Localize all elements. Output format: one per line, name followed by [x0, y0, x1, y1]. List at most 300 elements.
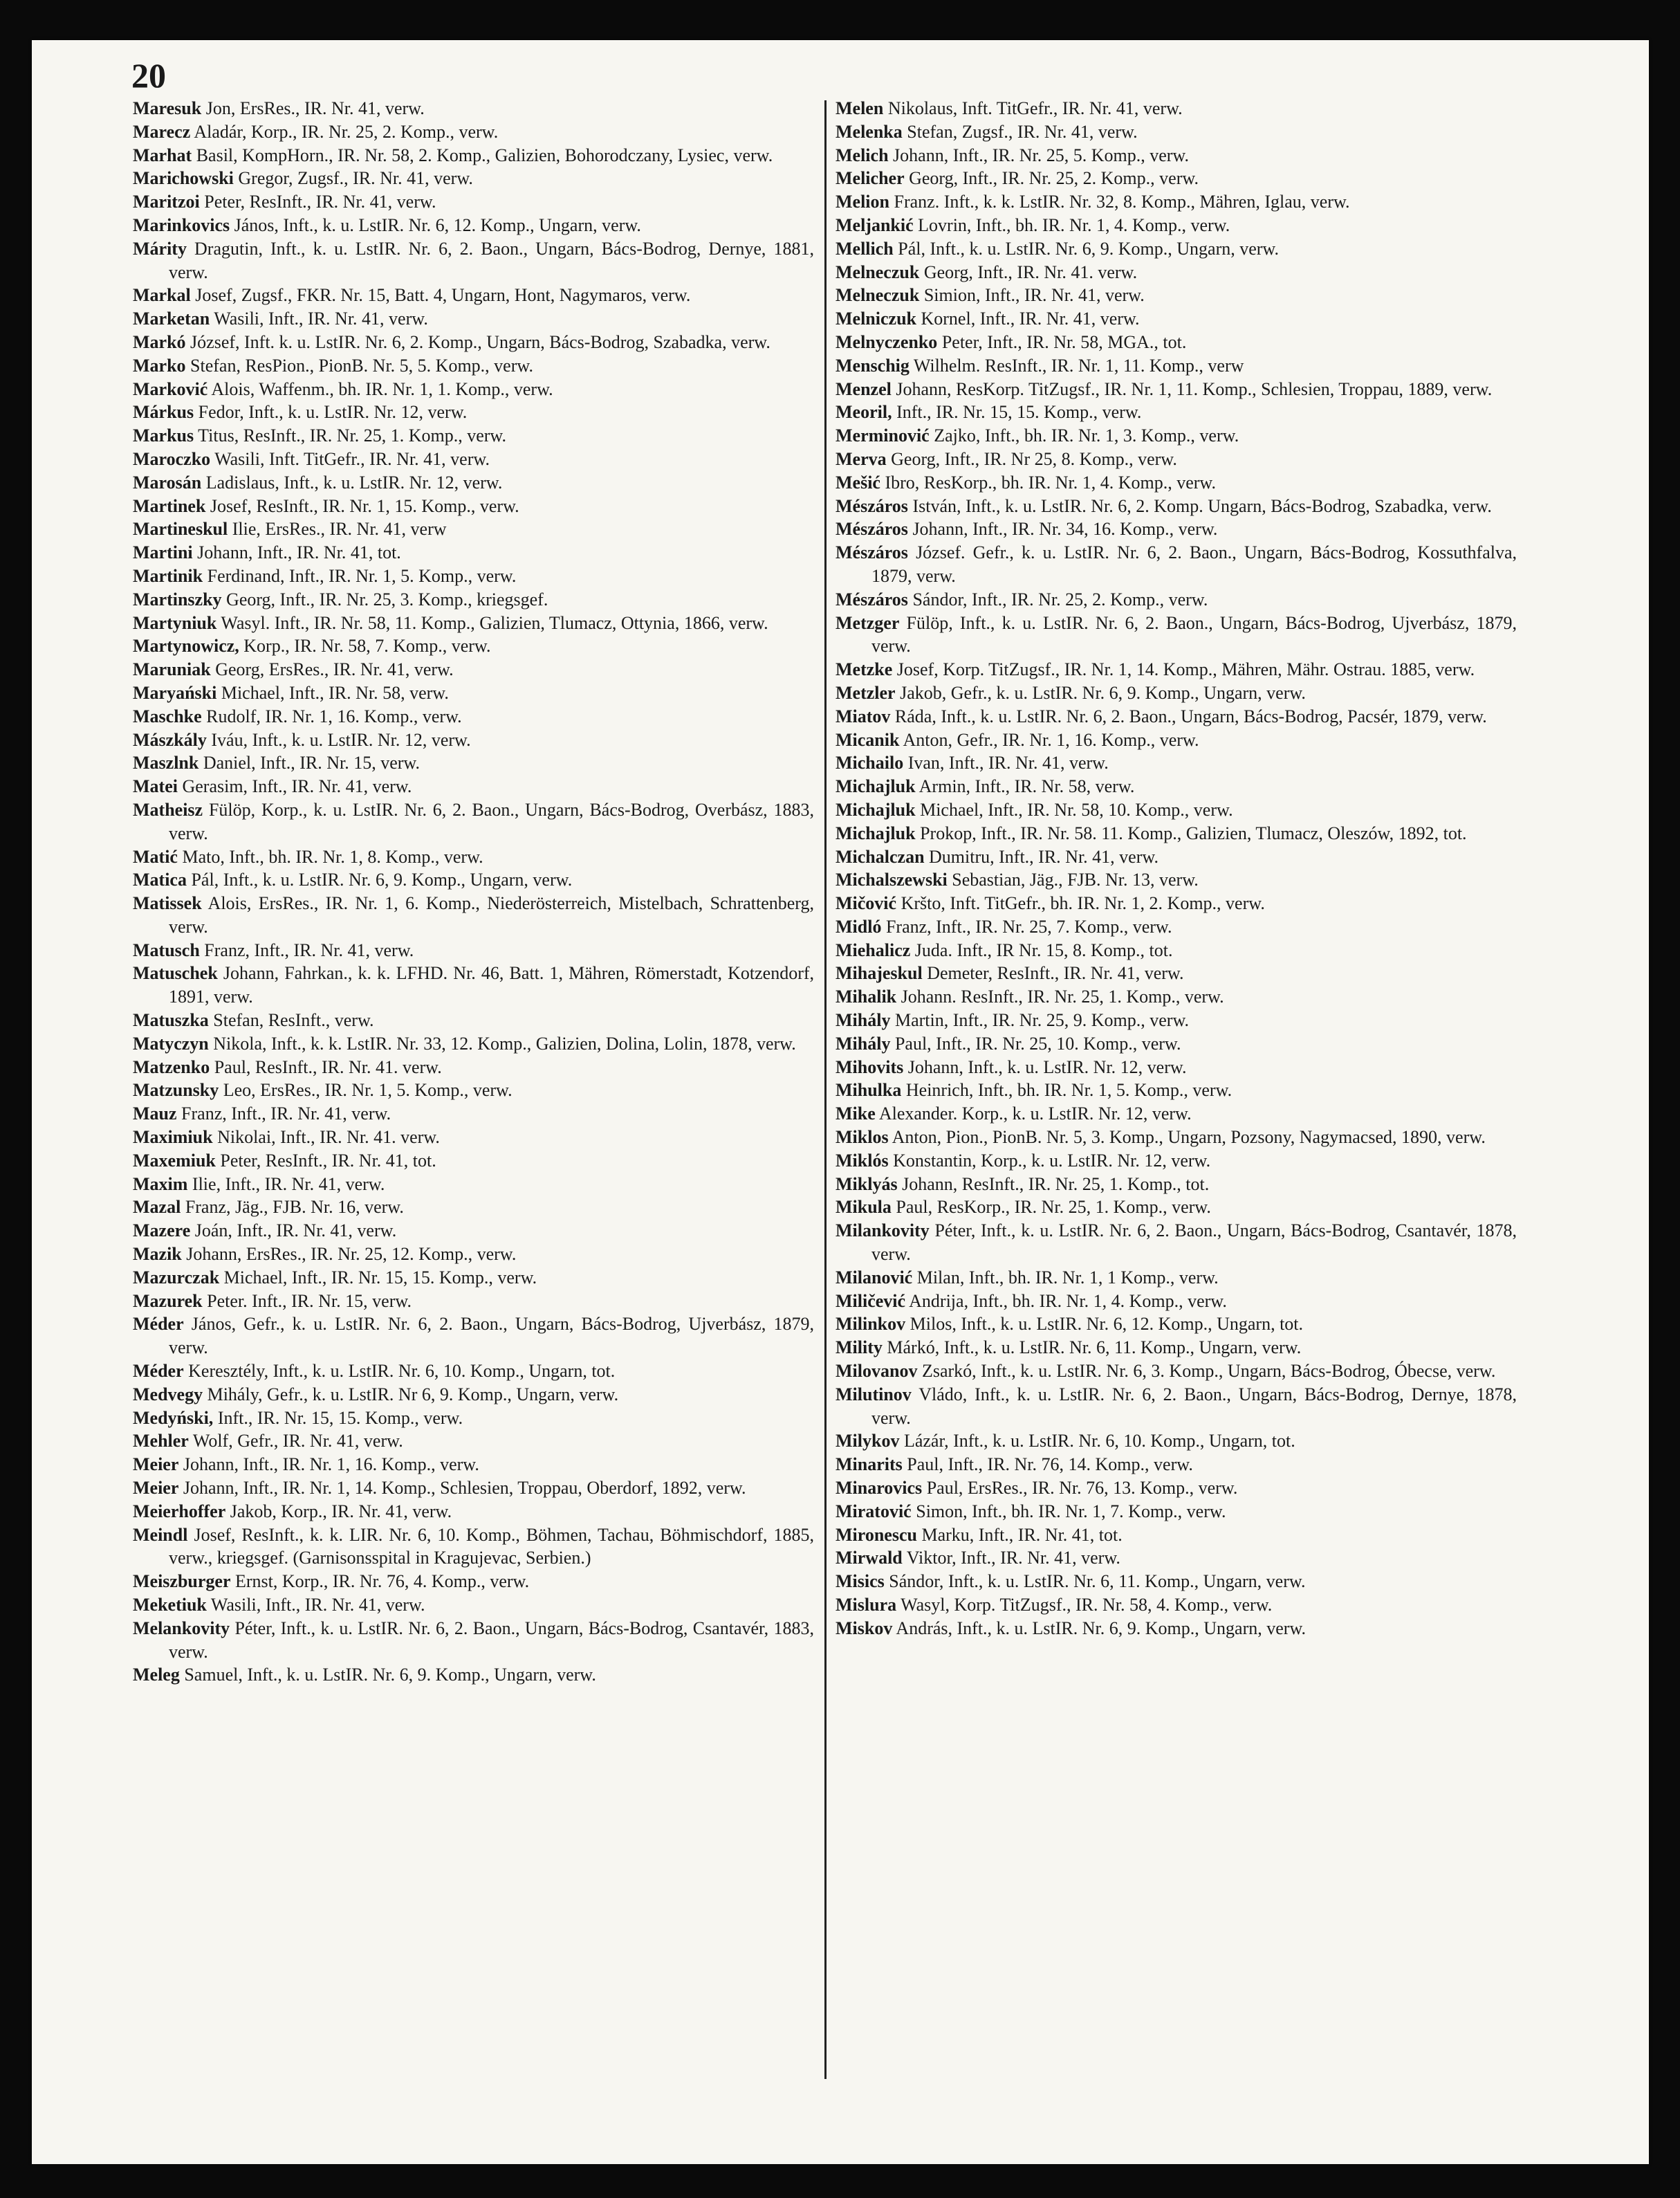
entry-details: Joán, Inft., IR. Nr. 41, verw.: [194, 1220, 397, 1241]
entry-details: Demeter, ResInft., IR. Nr. 41, verw.: [927, 963, 1184, 984]
list-item: [836, 1546, 1517, 1570]
list-item: [133, 1593, 814, 1617]
entry-surname: Metzke: [836, 659, 893, 680]
entry-surname: Mészáros: [836, 495, 908, 516]
entry-surname: Mazurczak: [133, 1267, 220, 1288]
list-item: [836, 1617, 1517, 1640]
list-item: [836, 1429, 1517, 1453]
entry-details: János, Inft., k. u. LstIR. Nr. 6, 12. Komp., Ungarn, verw.: [234, 214, 641, 235]
entry-surname: Maximiuk: [133, 1127, 213, 1148]
list-item: [836, 892, 1517, 915]
entry-surname: Meljankić: [836, 214, 914, 235]
list-item: [836, 798, 1517, 822]
entry-surname: Miklos: [836, 1127, 889, 1148]
entry-surname: Mauz: [133, 1103, 177, 1124]
list-item: [133, 798, 814, 845]
list-item: [133, 97, 814, 120]
entry-details: Daniel, Inft., IR. Nr. 15, verw.: [203, 753, 420, 773]
entry-surname: Martineskul: [133, 519, 228, 540]
entry-details: Wasili, Inft. TitGefr., IR. Nr. 41, verw.: [214, 448, 490, 469]
list-item: [836, 495, 1517, 518]
entry-details: Ferdinand, Inft., IR. Nr. 1, 5. Komp., verw.: [207, 565, 517, 586]
list-item: [836, 1476, 1517, 1500]
list-item: [133, 1056, 814, 1079]
entry-details: Ivan, Inft., IR. Nr. 41, verw.: [907, 753, 1109, 773]
entry-details: Peter, Inft., IR. Nr. 58, MGA., tot.: [941, 331, 1187, 352]
list-item: [133, 1079, 814, 1102]
list-item: [133, 634, 814, 658]
entry-details: Iváu, Inft., k. u. LstIR. Nr. 12, verw.: [211, 729, 471, 750]
entry-surname: Michajluk: [836, 776, 916, 797]
list-item: [133, 775, 814, 798]
entry-details: Juda. Inft., IR Nr. 15, 8. Komp., tot.: [914, 940, 1173, 960]
entry-surname: Martini: [133, 542, 193, 563]
list-item: [836, 144, 1517, 167]
list-item: [133, 1523, 814, 1570]
entry-surname: Michalczan: [836, 846, 925, 867]
entry-details: Michael, Inft., IR. Nr. 15, 15. Komp., verw.: [223, 1267, 537, 1288]
entry-details: Johann, Inft., IR. Nr. 25, 5. Komp., verw.: [893, 145, 1190, 165]
entry-surname: Merminović: [836, 425, 930, 446]
list-item: [836, 331, 1517, 354]
list-item: [133, 939, 814, 962]
entry-surname: Meierhoffer: [133, 1501, 226, 1521]
entry-surname: Milutinov: [836, 1384, 912, 1404]
list-item: [836, 1523, 1517, 1547]
list-item: [133, 307, 814, 331]
entry-surname: Mility: [836, 1337, 883, 1358]
entry-surname: Michajluk: [836, 799, 916, 820]
entry-details: Leo, ErsRes., IR. Nr. 1, 5. Komp., verw.: [223, 1080, 513, 1101]
entry-surname: Mešić: [836, 472, 880, 493]
entry-details: Viktor, Inft., IR. Nr. 41, verw.: [906, 1548, 1120, 1568]
entry-details: Michael, Inft., IR. Nr. 58, 10. Komp., verw.: [920, 799, 1233, 820]
left-column: [133, 97, 814, 1687]
list-item: [836, 541, 1517, 588]
list-item: [836, 1359, 1517, 1383]
entry-surname: Matzunsky: [133, 1080, 219, 1101]
entry-details: Georg, Inft., IR. Nr. 25, 3. Komp., kriegsgef.: [226, 589, 548, 610]
entry-details: Ilie, Inft., IR. Nr. 41, verw.: [192, 1173, 385, 1194]
entry-details: Josef, Zugsf., FKR. Nr. 15, Batt. 4, Ungarn, Hont, Nagymaros, verw.: [195, 285, 691, 306]
entry-surname: Mike: [836, 1103, 876, 1124]
entry-surname: Michalszewski: [836, 870, 948, 890]
list-item: [133, 1266, 814, 1290]
entry-details: Konstantin, Korp., k. u. LstIR. Nr. 12, verw.: [893, 1150, 1211, 1171]
entry-details: Gregor, Zugsf., IR. Nr. 41, verw.: [238, 168, 473, 189]
entry-surname: Mikula: [836, 1197, 892, 1218]
list-item: [133, 1407, 814, 1430]
entry-surname: Meketiuk: [133, 1595, 207, 1615]
entry-surname: Michajluk: [836, 823, 916, 843]
list-item: [836, 1266, 1517, 1290]
list-item: [133, 565, 814, 588]
entry-details: Johann, ResKorp. TitZugsf., IR. Nr. 1, 11. Komp., Schlesien, Troppau, 1889, verw.: [896, 378, 1493, 399]
right-column: [836, 97, 1517, 1640]
entry-surname: Medvegy: [133, 1384, 203, 1404]
entry-details: Johann, ResInft., IR. Nr. 25, 1. Komp., tot.: [902, 1173, 1210, 1194]
entry-details: Lovrin, Inft., bh. IR. Nr. 1, 4. Komp., verw.: [918, 214, 1230, 235]
list-item: [133, 845, 814, 869]
entry-surname: Martinek: [133, 495, 206, 516]
entry-details: Basil, KompHorn., IR. Nr. 58, 2. Komp., Galizien, Bohorodczany, Lysiec, verw.: [196, 145, 773, 165]
entry-surname: Martyniuk: [133, 612, 217, 633]
entry-details: Alexander. Korp., k. u. LstIR. Nr. 12, verw.: [878, 1103, 1192, 1124]
entry-surname: Minarits: [836, 1454, 903, 1475]
list-item: [836, 1009, 1517, 1032]
entry-surname: Markal: [133, 285, 191, 306]
entry-details: Franz, Inft., IR. Nr. 41, verw.: [181, 1103, 391, 1124]
list-item: [133, 1570, 814, 1593]
entry-surname: Marichowski: [133, 168, 234, 189]
list-item: [836, 378, 1517, 401]
entry-details: Ilie, ErsRes., IR. Nr. 41, verw: [232, 519, 447, 540]
entry-surname: Micanik: [836, 729, 900, 750]
entry-surname: Menschig: [836, 355, 910, 376]
entry-surname: Medyński,: [133, 1407, 214, 1428]
list-item: [133, 495, 814, 518]
entry-surname: Miličević: [836, 1290, 906, 1311]
list-item: [133, 1219, 814, 1243]
list-item: [133, 1429, 814, 1453]
list-item: [836, 775, 1517, 798]
entry-details: Georg, ErsRes., IR. Nr. 41, verw.: [215, 659, 454, 680]
entry-details: Georg, Inft., IR. Nr. 25, 2. Komp., verw.: [909, 168, 1199, 189]
entry-details: Samuel, Inft., k. u. LstIR. Nr. 6, 9. Komp., Ungarn, verw.: [184, 1665, 596, 1685]
entry-details: Keresztély, Inft., k. u. LstIR. Nr. 6, 10. Komp., Ungarn, tot.: [188, 1361, 616, 1382]
list-item: [836, 822, 1517, 845]
entry-surname: Meier: [133, 1454, 179, 1475]
entry-details: Titus, ResInft., IR. Nr. 25, 1. Komp., verw.: [198, 425, 507, 446]
entry-details: Jakob, Korp., IR. Nr. 41, verw.: [230, 1501, 452, 1521]
entry-details: Mihály, Gefr., k. u. LstIR. Nr 6, 9. Komp., Ungarn, verw.: [207, 1384, 619, 1404]
list-item: [836, 354, 1517, 378]
entry-details: Wilhelm. ResInft., IR. Nr. 1, 11. Komp., verw: [913, 355, 1244, 376]
entry-details: Franz, Inft., IR. Nr. 25, 7. Komp., verw.: [885, 916, 1172, 937]
entry-details: Wasyl, Korp. TitZugsf., IR. Nr. 58, 4. Komp., verw.: [901, 1595, 1273, 1615]
entry-details: Johann, Inft., IR. Nr. 41, tot.: [197, 542, 401, 563]
entry-surname: Martinszky: [133, 589, 222, 610]
list-item: [133, 1312, 814, 1359]
entry-surname: Mazik: [133, 1244, 182, 1265]
list-item: [836, 1173, 1517, 1196]
entry-details: Wasili, Inft., IR. Nr. 41, verw.: [210, 1595, 425, 1615]
entry-details: Sebastian, Jäg., FJB. Nr. 13, verw.: [952, 870, 1199, 890]
entry-details: Peter. Inft., IR. Nr. 15, verw.: [207, 1290, 412, 1311]
entry-details: Andrija, Inft., bh. IR. Nr. 1, 4. Komp., verw.: [909, 1290, 1227, 1311]
entry-details: Paul, Inft., IR. Nr. 25, 10. Komp., verw.: [894, 1033, 1181, 1054]
list-item: [133, 1173, 814, 1196]
entry-details: Franz, Jäg., FJB. Nr. 16, verw.: [185, 1197, 404, 1218]
entry-details: Georg, Inft., IR. Nr. 41. verw.: [923, 262, 1138, 282]
entry-details: Ernst, Korp., IR. Nr. 76, 4. Komp., verw.: [235, 1571, 530, 1592]
entry-details: Wolf, Gefr., IR. Nr. 41, verw.: [192, 1431, 403, 1451]
entry-surname: Michailo: [836, 753, 904, 773]
entry-surname: Marko: [133, 355, 186, 376]
list-item: [133, 705, 814, 729]
entry-details: Stefan, Zugsf., IR. Nr. 41, verw.: [907, 121, 1138, 142]
entry-surname: Meleg: [133, 1665, 180, 1685]
entry-surname: Maszlnk: [133, 753, 199, 773]
entry-surname: Matić: [133, 846, 178, 867]
entry-surname: Mazal: [133, 1197, 181, 1218]
entry-surname: Markus: [133, 425, 194, 446]
list-item: [836, 120, 1517, 144]
entry-surname: Maruniak: [133, 659, 211, 680]
page-number: 20: [131, 56, 166, 95]
entry-surname: Matyczyn: [133, 1033, 209, 1054]
entry-surname: Milovanov: [836, 1361, 918, 1382]
list-item: [836, 190, 1517, 214]
entry-surname: Marecz: [133, 121, 191, 142]
entry-details: Paul, ResInft., IR. Nr. 41. verw.: [214, 1056, 442, 1077]
entry-surname: Melneczuk: [836, 262, 920, 282]
entry-details: Lázár, Inft., k. u. LstIR. Nr. 6, 10. Komp., Ungarn, tot.: [903, 1431, 1295, 1451]
list-item: [836, 612, 1517, 659]
entry-details: Zajko, Inft., bh. IR. Nr. 1, 3. Komp., verw.: [934, 425, 1239, 446]
list-item: [836, 681, 1517, 705]
entry-details: Pál, Inft., k. u. LstIR. Nr. 6, 9. Komp., Ungarn, verw.: [191, 870, 573, 890]
entry-surname: Matzenko: [133, 1056, 210, 1077]
list-item: [836, 1383, 1517, 1430]
entry-surname: Meiszburger: [133, 1571, 231, 1592]
entry-surname: Melicher: [836, 168, 905, 189]
list-item: [133, 1032, 814, 1056]
entry-surname: Miatov: [836, 706, 891, 726]
entry-details: Simon, Inft., bh. IR. Nr. 1, 7. Komp., verw.: [916, 1501, 1226, 1521]
list-item: [133, 284, 814, 307]
entry-details: Péter, Inft., k. u. LstIR. Nr. 6, 2. Baon., Ungarn, Bács-Bodrog, Csantavér, 1878, verw.: [871, 1220, 1517, 1265]
list-item: [133, 1009, 814, 1032]
entry-surname: Marhat: [133, 145, 192, 165]
entry-details: Gerasim, Inft., IR. Nr. 41, verw.: [182, 776, 412, 797]
entry-details: Johann, Inft., IR. Nr. 1, 16. Komp., verw.: [183, 1454, 479, 1475]
list-item: [133, 214, 814, 237]
list-item: [836, 1453, 1517, 1476]
entry-surname: Misics: [836, 1571, 885, 1592]
entry-surname: Méder: [133, 1361, 184, 1382]
entry-surname: Maxim: [133, 1173, 188, 1194]
entry-surname: Mehler: [133, 1431, 189, 1451]
entry-surname: Mazurek: [133, 1290, 203, 1311]
entry-surname: Milanović: [836, 1267, 913, 1288]
list-item: [836, 1570, 1517, 1593]
list-item: [133, 1290, 814, 1313]
entry-surname: Marinkovics: [133, 214, 230, 235]
entry-surname: Matuschek: [133, 963, 218, 984]
entry-details: András, Inft., k. u. LstIR. Nr. 6, 9. Komp., Ungarn, verw.: [896, 1618, 1307, 1638]
list-item: [836, 868, 1517, 892]
list-item: [133, 378, 814, 401]
entry-details: Johann, Inft., IR. Nr. 1, 14. Komp., Schlesien, Troppau, Oberdorf, 1892, verw.: [183, 1478, 746, 1499]
entry-surname: Melnyczenko: [836, 331, 938, 352]
entry-surname: Milankovity: [836, 1220, 930, 1241]
list-item: [836, 448, 1517, 471]
entry-surname: Miskov: [836, 1618, 893, 1638]
entry-surname: Márkus: [133, 402, 194, 423]
entry-surname: Mihulka: [836, 1080, 902, 1101]
entry-details: Milos, Inft., k. u. LstIR. Nr. 6, 12. Komp., Ungarn, tot.: [910, 1314, 1304, 1335]
entry-surname: Maresuk: [133, 98, 202, 118]
entry-details: Martin, Inft., IR. Nr. 25, 9. Komp., verw.: [894, 1010, 1190, 1031]
list-item: [133, 962, 814, 1009]
entry-surname: Miklyás: [836, 1173, 898, 1194]
entry-details: Fedor, Inft., k. u. LstIR. Nr. 12, verw.: [198, 402, 468, 423]
list-item: [133, 237, 814, 284]
list-item: [836, 1126, 1517, 1149]
list-item: [133, 1149, 814, 1173]
entry-details: Johann, ErsRes., IR. Nr. 25, 12. Komp., verw.: [186, 1244, 517, 1265]
list-item: [133, 681, 814, 705]
entry-details: Michael, Inft., IR. Nr. 58, verw.: [221, 682, 449, 703]
entry-surname: Mihály: [836, 1033, 891, 1054]
list-item: [836, 1079, 1517, 1102]
entry-details: Jakob, Gefr., k. u. LstIR. Nr. 6, 9. Komp., Ungarn, verw.: [900, 682, 1306, 703]
entry-surname: Melion: [836, 192, 889, 212]
list-item: [836, 214, 1517, 237]
entry-surname: Melneczuk: [836, 285, 920, 306]
entry-surname: Mészáros: [836, 542, 908, 563]
list-item: [836, 1196, 1517, 1219]
entry-surname: Melniczuk: [836, 309, 916, 329]
list-item: [836, 1290, 1517, 1313]
entry-surname: Mironescu: [836, 1524, 917, 1545]
entry-details: Peter, ResInft., IR. Nr. 41, tot.: [220, 1150, 436, 1171]
list-item: [133, 1663, 814, 1687]
entry-surname: Menzel: [836, 378, 892, 399]
list-item: [133, 471, 814, 495]
entry-surname: Mihály: [836, 1010, 891, 1031]
list-item: [133, 1102, 814, 1126]
entry-details: Rudolf, IR. Nr. 1, 16. Komp., verw.: [206, 706, 462, 726]
list-item: [836, 658, 1517, 681]
entry-details: Stefan, ResInft., verw.: [213, 1010, 374, 1031]
entry-details: Sándor, Inft., IR. Nr. 25, 2. Komp., verw.: [912, 589, 1208, 610]
entry-surname: Markó: [133, 331, 186, 352]
entry-details: Josef, ResInft., k. k. LIR. Nr. 6, 10. Komp., Böhmen, Tachau, Böhmischdorf, 1885, verw., kriegsgef. (Garnisonsspital in Kragujevac, Serbien.): [169, 1524, 814, 1568]
list-item: [133, 1476, 814, 1500]
list-item: [133, 144, 814, 167]
list-item: [836, 915, 1517, 939]
entry-surname: Mellich: [836, 238, 894, 259]
list-item: [133, 729, 814, 752]
list-item: [836, 518, 1517, 541]
entry-surname: Marketan: [133, 309, 210, 329]
entry-details: Prokop, Inft., IR. Nr. 58. 11. Komp., Galizien, Tlumacz, Oleszów, 1892, tot.: [920, 823, 1467, 843]
entry-details: Péter, Inft., k. u. LstIR. Nr. 6, 2. Baon., Ungarn, Bács-Bodrog, Csantavér, 1883, verw.: [169, 1618, 814, 1662]
entry-surname: Mislura: [836, 1595, 897, 1615]
list-item: [836, 424, 1517, 448]
entry-details: Wasili, Inft., IR. Nr. 41, verw.: [214, 309, 428, 329]
entry-details: Ladislaus, Inft., k. u. LstIR. Nr. 12, verw.: [205, 472, 503, 493]
entry-details: Wasyl. Inft., IR. Nr. 58, 11. Komp., Galizien, Tlumacz, Ottynia, 1866, verw.: [221, 612, 768, 633]
list-item: [133, 1453, 814, 1476]
entry-surname: Meier: [133, 1478, 179, 1499]
entry-details: István, Inft., k. u. LstIR. Nr. 6, 2. Komp. Ungarn, Bács-Bodrog, Szabadka, verw.: [912, 495, 1492, 516]
list-item: [836, 97, 1517, 120]
entry-surname: Mészáros: [836, 519, 908, 540]
entry-surname: Maritzoi: [133, 192, 200, 212]
list-item: [133, 588, 814, 612]
entry-details: Paul, ResKorp., IR. Nr. 25, 1. Komp., verw.: [896, 1197, 1211, 1218]
entry-details: Johann. ResInft., IR. Nr. 25, 1. Komp., verw.: [901, 987, 1224, 1007]
entry-details: Peter, ResInft., IR. Nr. 41, verw.: [204, 192, 436, 212]
entry-surname: Miratović: [836, 1501, 912, 1521]
entry-surname: Melen: [836, 98, 884, 118]
entry-surname: Miehalicz: [836, 940, 911, 960]
entry-surname: Mihajeskul: [836, 963, 923, 984]
list-item: [836, 1500, 1517, 1523]
list-item: [836, 588, 1517, 612]
entry-details: Johann, Inft., IR. Nr. 34, 16. Komp., verw.: [912, 519, 1218, 540]
list-item: [836, 1312, 1517, 1336]
list-item: [133, 868, 814, 892]
entry-details: Aladár, Korp., IR. Nr. 25, 2. Komp., verw.: [194, 121, 499, 142]
entry-details: Johann, Fahrkan., k. k. LFHD. Nr. 46, Batt. 1, Mähren, Römerstadt, Kotzendorf, 1891, verw.: [169, 963, 815, 1007]
list-item: [836, 962, 1517, 985]
entry-details: Zsarkó, Inft., k. u. LstIR. Nr. 6, 3. Komp., Ungarn, Bács-Bodrog, Óbecse, verw.: [921, 1361, 1496, 1382]
entry-details: Fülöp, Inft., k. u. LstIR. Nr. 6, 2. Baon., Ungarn, Bács-Bodrog, Ujverbász, 1879, verw.: [871, 612, 1517, 657]
entry-details: Franz. Inft., k. k. LstIR. Nr. 32, 8. Komp., Mähren, Iglau, verw.: [894, 192, 1350, 212]
list-item: [133, 541, 814, 565]
entry-surname: Miklós: [836, 1150, 889, 1171]
entry-details: Inft., IR. Nr. 15, 15. Komp., verw.: [896, 402, 1142, 423]
entry-details: Inft., IR. Nr. 15, 15. Komp., verw.: [217, 1407, 463, 1428]
list-item: [133, 424, 814, 448]
entry-details: Simion, Inft., IR. Nr. 41, verw.: [923, 285, 1145, 306]
entry-details: Josef, Korp. TitZugsf., IR. Nr. 1, 14. Komp., Mähren, Mähr. Ostrau. 1885, verw.: [896, 659, 1475, 680]
entry-surname: Melich: [836, 145, 889, 165]
list-item: [133, 658, 814, 681]
list-item: [133, 190, 814, 214]
list-item: [133, 1196, 814, 1219]
list-item: [836, 261, 1517, 284]
list-item: [133, 448, 814, 471]
list-item: [133, 401, 814, 424]
list-item: [133, 1359, 814, 1383]
entry-details: Anton, Gefr., IR. Nr. 1, 16. Komp., verw.: [903, 729, 1199, 750]
entry-details: Kornel, Inft., IR. Nr. 41, verw.: [921, 309, 1140, 329]
entry-details: Josef, ResInft., IR. Nr. 1, 15. Komp., verw.: [210, 495, 519, 516]
list-item: [133, 751, 814, 775]
list-item: [836, 1056, 1517, 1079]
entry-surname: Matusch: [133, 940, 200, 960]
list-item: [836, 1219, 1517, 1266]
list-item: [836, 471, 1517, 495]
entry-surname: Mihovits: [836, 1056, 904, 1077]
entry-details: Paul, ErsRes., IR. Nr. 76, 13. Komp., verw.: [926, 1478, 1238, 1499]
entry-details: József, Inft. k. u. LstIR. Nr. 6, 2. Komp., Ungarn, Bács-Bodrog, Szabadka, verw.: [190, 331, 770, 352]
entry-surname: Mészáros: [836, 589, 908, 610]
list-item: [133, 1383, 814, 1407]
list-item: [836, 985, 1517, 1009]
entry-details: Nikola, Inft., k. k. LstIR. Nr. 33, 12. Komp., Galizien, Dolina, Lolin, 1878, verw.: [213, 1033, 796, 1054]
entry-surname: Matei: [133, 776, 178, 797]
list-item: [133, 354, 814, 378]
entry-surname: Minarovics: [836, 1478, 923, 1499]
list-item: [836, 284, 1517, 307]
entry-details: Heinrich, Inft., bh. IR. Nr. 1, 5. Komp., verw.: [905, 1080, 1233, 1101]
list-item: [133, 1126, 814, 1149]
entry-details: Johann, Inft., k. u. LstIR. Nr. 12, verw.: [907, 1056, 1187, 1077]
list-item: [133, 612, 814, 635]
entry-details: Nikolaus, Inft. TitGefr., IR. Nr. 41, verw.: [887, 98, 1183, 118]
entry-details: Sándor, Inft., k. u. LstIR. Nr. 6, 11. Komp., Ungarn, verw.: [889, 1571, 1306, 1592]
entry-details: Jon, ErsRes., IR. Nr. 41, verw.: [205, 98, 425, 118]
entry-surname: Mihalik: [836, 987, 897, 1007]
entry-surname: Matheisz: [133, 799, 203, 820]
list-item: [836, 845, 1517, 869]
